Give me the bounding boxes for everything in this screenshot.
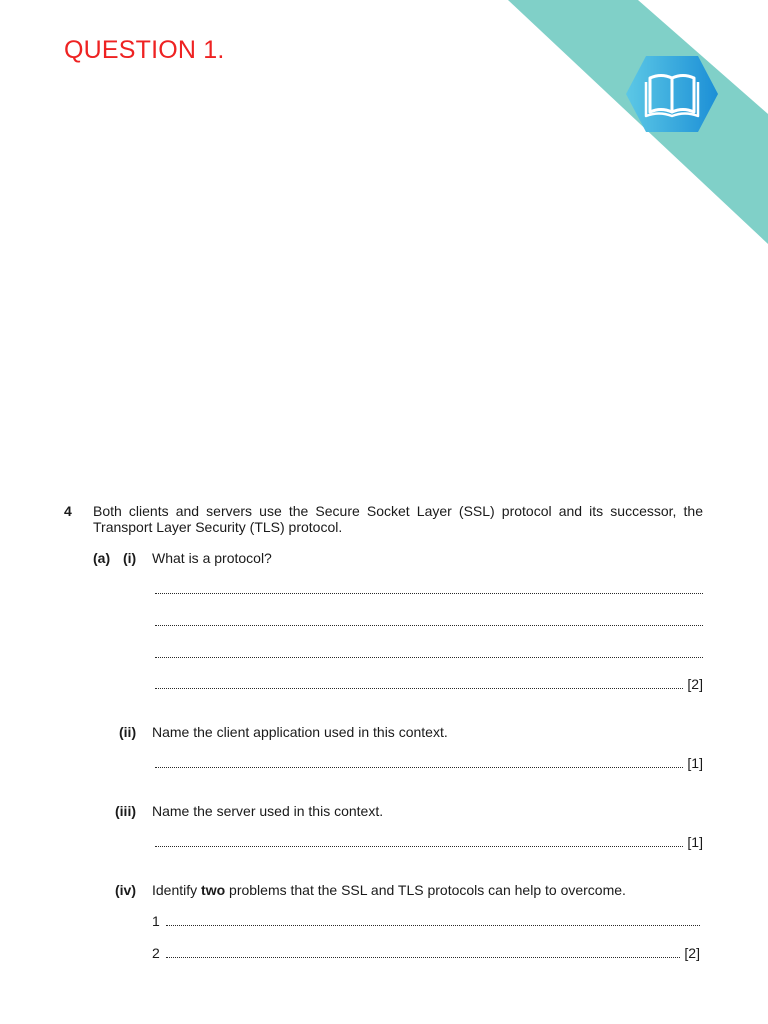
page-title: QUESTION 1. — [64, 36, 225, 64]
answer-line-ii[interactable] — [155, 756, 703, 770]
question-intro: Both clients and servers use the Secure Socket Layer (SSL) protocol and its successor, the Transport Layer Security (TLS) protocol. — [93, 503, 703, 535]
part-iv-label: (iv) — [115, 882, 136, 898]
answer-line-i-1[interactable] — [155, 582, 703, 596]
part-a-label: (a) — [93, 550, 111, 566]
part-iv-text-before: Identify — [152, 882, 202, 898]
part-i-text: What is a protocol? — [152, 550, 272, 566]
part-iv-text-after: problems that the SSL and TLS protocols can help to overcome. — [225, 882, 626, 898]
answer-line-iv-2[interactable] — [152, 946, 700, 960]
answer-line-iii[interactable] — [155, 835, 703, 849]
part-i-label: (i) — [123, 550, 137, 566]
part-ii-label: (ii) — [119, 724, 137, 740]
mark-iii: [1] — [687, 834, 703, 850]
part-iii-label: (iii) — [115, 803, 136, 819]
answer-line-i-3[interactable] — [155, 646, 703, 660]
answer-number-1: 1 — [152, 913, 160, 929]
part-iv-text-bold: two — [201, 882, 226, 898]
answer-number-2: 2 — [152, 945, 160, 961]
question-number: 4 — [64, 503, 72, 519]
answer-line-i-2[interactable] — [155, 614, 703, 628]
part-iii-text: Name the server used in this context. — [152, 803, 384, 819]
mark-ii: [1] — [687, 755, 703, 771]
open-book-icon — [626, 56, 718, 132]
mark-iv: [2] — [684, 945, 700, 961]
part-ii-text: Name the client application used in this context. — [152, 724, 448, 740]
part-iv-text — [152, 882, 626, 898]
answer-line-iv-1[interactable] — [152, 914, 700, 928]
answer-line-i-4[interactable] — [155, 677, 703, 691]
mark-i: [2] — [687, 676, 703, 692]
